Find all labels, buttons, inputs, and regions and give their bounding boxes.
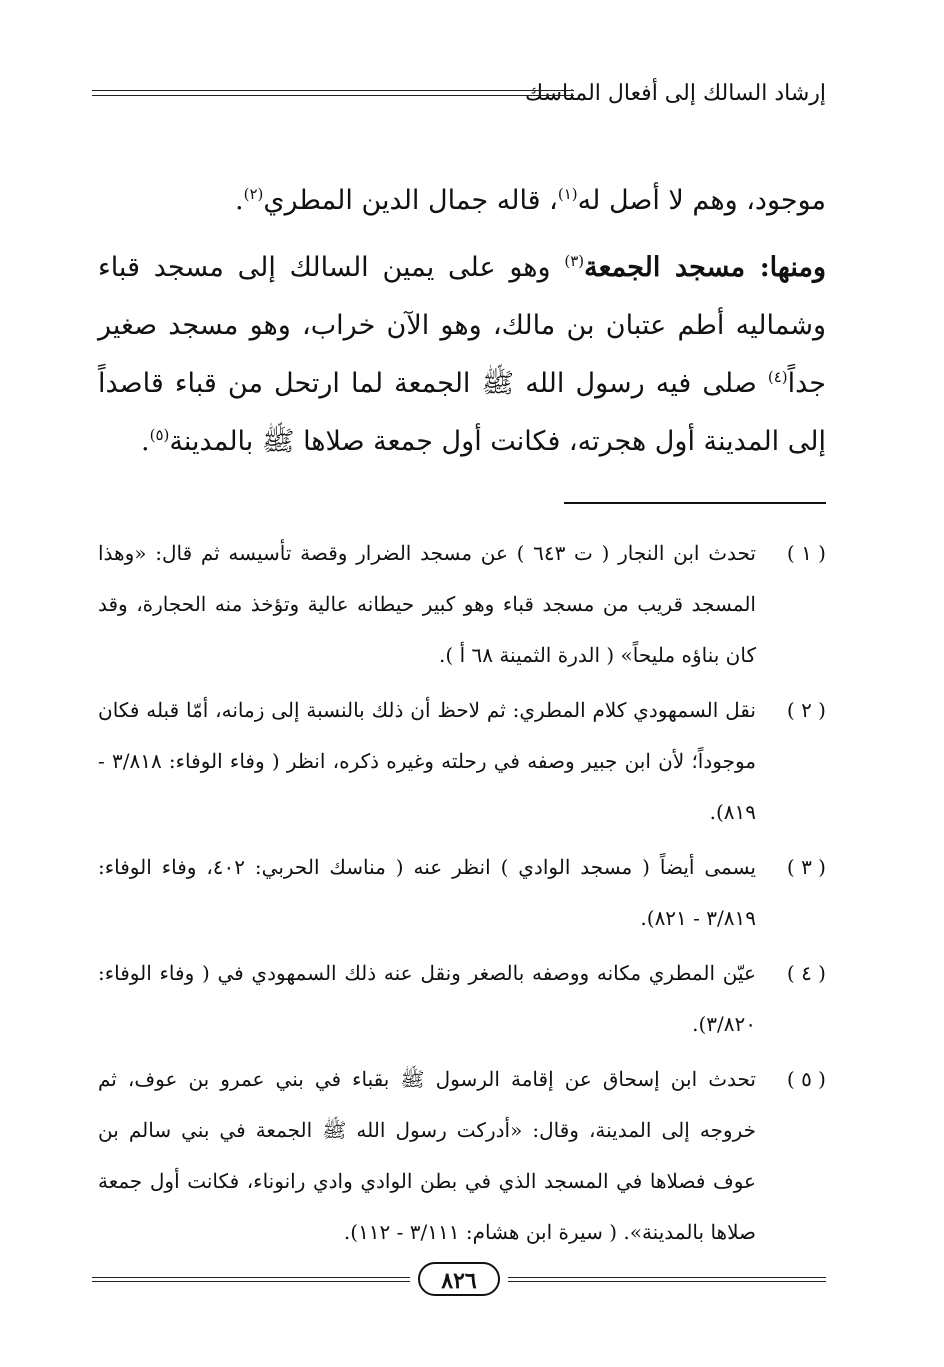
footnotes-list [98, 528, 826, 1262]
footnote-number: ( ١ ) [786, 541, 826, 565]
main-body [98, 172, 826, 471]
footnote-1 [98, 528, 826, 681]
paragraph-2-lead: ومنها: مسجد الجمعة [584, 252, 826, 283]
paragraph-2-text-c: . [141, 426, 150, 457]
paragraph-1-text-c: . [234, 185, 244, 216]
paragraph-1-text-b: ، قاله جمال الدين المطري [263, 185, 558, 216]
footnote-number: ( ٥ ) [786, 1067, 826, 1091]
page-number-badge: ٨٢٦ [418, 1262, 500, 1296]
footnote-ref-1[interactable]: (١) [557, 185, 578, 203]
footnote-ref-4[interactable]: (٤) [767, 368, 788, 386]
footnote-5 [98, 1054, 826, 1258]
paragraph-1 [98, 172, 826, 230]
footnote-number: ( ٣ ) [786, 855, 826, 879]
footnote-3 [98, 842, 826, 944]
footnote-2 [98, 685, 826, 838]
footnote-ref-2[interactable]: (٢) [243, 185, 264, 203]
footnote-text: يسمى أيضاً ( مسجد الوادي ) انظر عنه ( مناسك الحربي: ٤٠٢، وفاء الوفاء: ٣/٨١٩ - ٨٢١). [98, 855, 756, 930]
header-double-rule [92, 90, 574, 96]
footer-rule-right [508, 1277, 826, 1282]
running-header-title: إرشاد السالك إلى أفعال المناسك [525, 81, 826, 106]
footer-rule-left [92, 1277, 410, 1282]
footnote-text: نقل السمهودي كلام المطري: ثم لاحظ أن ذلك بالنسبة إلى زمانه، أمّا قبله فكان موجوداً؛ لأن ابن جبير وصفه في رحلته وغيره ذكره، انظر ( وفاء الوفاء: ٣/٨١٨ - ٨١٩). [98, 698, 757, 824]
footnote-text: عيّن المطري مكانه ووصفه بالصغر ونقل عنه ذلك السمهودي في ( وفاء الوفاء: ٣/٨٢٠). [98, 961, 756, 1036]
footnote-4 [98, 948, 826, 1050]
paragraph-2-text-b: صلى فيه رسول الله ﷺ الجمعة لما ارتحل من قباء قاصداً إلى المدينة أول هجرته، فكانت أول جمعة صلاها ﷺ بالمدينة [98, 368, 826, 457]
footnote-separator [564, 502, 826, 504]
footnote-number: ( ٤ ) [786, 961, 826, 985]
footnote-ref-5[interactable]: (٥) [149, 426, 170, 444]
footnote-ref-3[interactable]: (٣) [564, 252, 585, 270]
footnote-number: ( ٢ ) [786, 698, 826, 722]
paragraph-2 [98, 239, 826, 471]
footnote-text: تحدث ابن النجار ( ت ٦٤٣ ) عن مسجد الضرار وقصة تأسيسه ثم قال: «وهذا المسجد قريب من مسجد قباء وهو كبير حيطانه عالية وتؤخذ منه الحجارة، وقد كان بناؤه مليحاً» ( الدرة الثمينة ٦٨ أ ). [98, 541, 756, 667]
paragraph-1-text-a: موجود، وهم لا أصل له [577, 185, 826, 216]
footnote-text: تحدث ابن إسحاق عن إقامة الرسول ﷺ بقباء في بني عمرو بن عوف، ثم خروجه إلى المدينة، وقال: «أدركت رسول الله ﷺ الجمعة في بني سالم بن عوف فصلاها في المسجد الذي في بطن الوادي وادي رانوناء، فكانت أول جمعة صلاها بالمدينة». ( سيرة ابن هشام: ٣/١١١ - ١١٢). [98, 1067, 756, 1244]
paragraph-2-text-a: وهو على يمين السالك إلى مسجد قباء وشماليه أطم عتبان بن مالك، وهو الآن خراب، وهو مسجد صغير جداً [98, 252, 826, 399]
page-footer [92, 1262, 826, 1298]
